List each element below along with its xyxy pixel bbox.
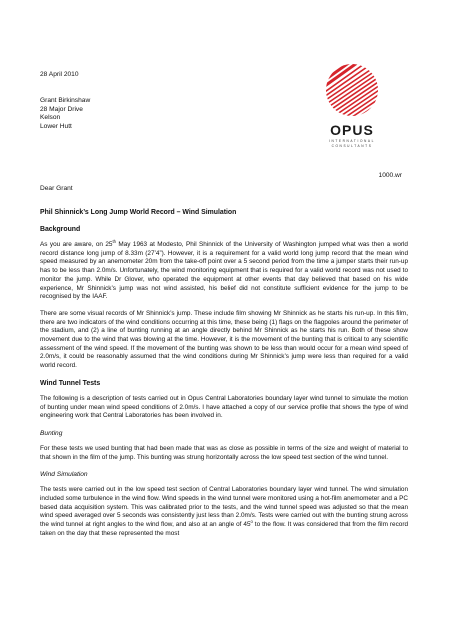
- wind-tunnel-heading: Wind Tunnel Tests: [40, 379, 101, 387]
- letter-body: [40, 209, 408, 539]
- background-heading: Background: [40, 226, 81, 233]
- bg-p1-pre: As you are aware, on 25: [40, 241, 113, 248]
- sim-p1-sup: o: [250, 519, 253, 525]
- opus-globe-icon: [318, 62, 386, 120]
- salutation: Dear Grant: [40, 185, 73, 192]
- wind-tunnel-paragraph: The following is a description of tests carried out in Opus Central Laboratories boundary layer wind tunnel to simulate the motion of bunting under mean wind speed conditions of 2.0m/s. I have attached a copy of our service profile that shows the type of wind engineering work that Central Laboratories has been involved in.: [40, 394, 408, 420]
- letter-date: 28 April 2010: [40, 71, 79, 78]
- recipient-address: [40, 97, 90, 131]
- recipient-city: Lower Hutt: [40, 122, 72, 130]
- letter-subject: Phil Shinnick’s Long Jump World Record – Wind Simulation: [40, 209, 237, 216]
- opus-tagline-1: INTERNATIONAL: [328, 139, 376, 143]
- sim-p1-pre: The tests were carried out in the low speed test section of Central Laboratories boundary layer wind tunnel. The wind simulation included some turbulence in the wind flow. Wind speeds in the wind tunnel were monitored using a hot-film anemometer and a PC based data acquisition system. This was calibrated prior to the tests, and the wind tunnel speed was adjusted so that the mean wind speed averaged over 5 seconds was consistently just less than 2.0m/s. Tests were carried out with the bunting strung across the wind tunnel at right angles to the wind flow, and also at an angle of 45: [40, 486, 408, 529]
- bg-p1-sup: th: [112, 238, 116, 244]
- opus-brand-name: OPUS: [330, 122, 374, 138]
- recipient-name: Grant Birkinshaw: [40, 97, 91, 104]
- background-paragraph-1: [40, 238, 408, 302]
- bunting-paragraph: For these tests we used bunting that had been made that was as close as possible in terms of the size and weight of material to that shown in the film of the jump. This bunting was strung horizontally across the low speed test section of the wind tunnel.: [40, 444, 408, 461]
- bunting-heading: Bunting: [40, 429, 63, 437]
- sim-p1-post: to the flow. It was considered that from the film record taken on the day that these represented the most: [40, 521, 409, 537]
- opus-logo: [318, 62, 386, 152]
- recipient-street: 28 Major Drive: [40, 105, 83, 113]
- background-paragraph-2: There are some visual records of Mr Shinnick’s jump. These include film showing Mr Shinnick as he starts his run-up. In this film, there are two indicators of the wind conditions occurring at this time, these being (1) flags on the flagpoles around the perimeter of the stadium, and (2) a line of bunting running at an angle directly behind Mr Shinnick as he starts his run. Both of these show movement due to the wind that was blowing at the time. However, it is the movement of the bunting that is critical to any scientific assessment of the wind speed. If the movement of the bunting was shown to be less than would occur for a mean wind speed of 2.0m/s, it could be reasonably assumed that the wind conditions during Mr Shinnick’s jump were less than required for a valid world record.: [40, 309, 408, 370]
- wind-simulation-paragraph: [40, 486, 408, 538]
- bg-p1-post: May 1963 at Modesto, Phil Shinnick of the University of Washington jumped what was then a world record distance long jump of 8.33m (27’4”). However, it is a requirement for a valid world long jump record that the mean wind speed measured by an anemometer 20m from the take-off point over a 5 second period from the time a jumper starts their run-up has to be less than 2.0m/s. Unfortunately, the wind monitoring equipment that is required for a valid world record was not used to monitor the jump. While Dr Glover, who operated the equipment at other events that day believed that based on his wide experience, Mr Shinnick’s jump was not wind assisted, his belief did not constitute sufficient evidence for the jump to be recognised by the IAAF.: [40, 241, 408, 301]
- reference-number: 1000.wr: [378, 172, 402, 179]
- opus-tagline-2: CONSULTANTS: [331, 143, 373, 148]
- wind-simulation-heading: Wind Simulation: [40, 471, 88, 479]
- recipient-suburb: Kelson: [40, 114, 61, 122]
